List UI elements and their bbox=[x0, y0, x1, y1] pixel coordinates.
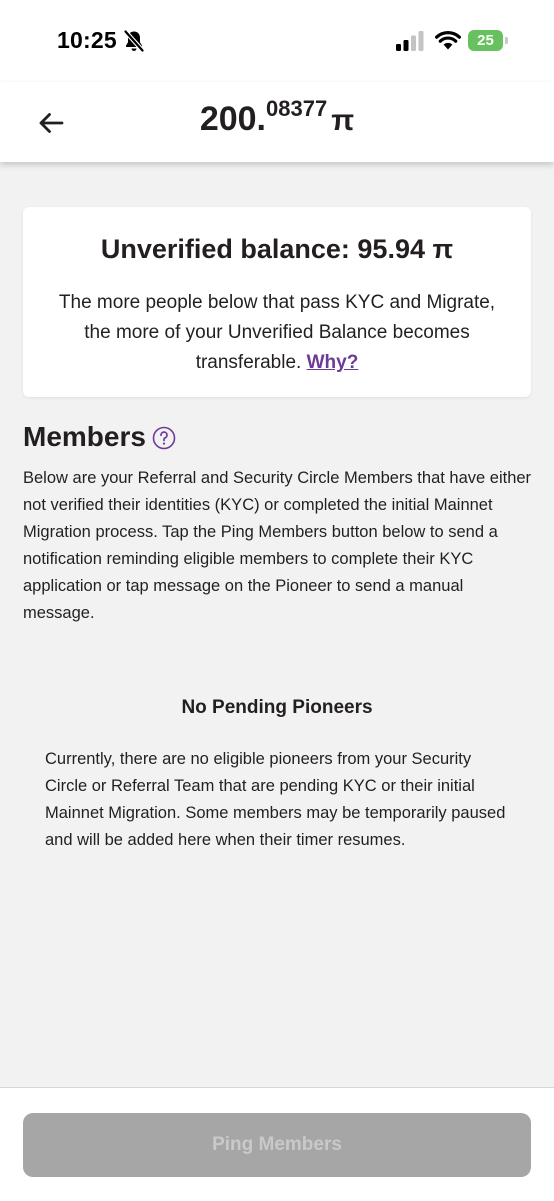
ping-members-button[interactable]: Ping Members bbox=[23, 1113, 531, 1177]
unverified-balance-title: Unverified balance: 95.94 π bbox=[100, 234, 454, 264]
unverified-balance-text bbox=[53, 288, 501, 378]
members-heading: Members bbox=[23, 421, 146, 452]
empty-state-title: No Pending Pioneers bbox=[181, 697, 373, 718]
members-description: Below are your Referral and Security Circle Members that have either not verified their identities (KYC) or completed the initial Mainnet Migration process. Tap the Ping Members button below to send a notification reminding eligible members to complete their KYC application or tap message on the Pioneer to send a manual message. bbox=[23, 469, 532, 622]
balance-decimals: 08377 bbox=[266, 96, 328, 121]
battery-charging-icon bbox=[468, 30, 508, 51]
app-header bbox=[0, 82, 554, 162]
bell-slash-icon bbox=[123, 29, 145, 53]
cellular-signal-icon bbox=[395, 30, 425, 52]
status-bar bbox=[0, 0, 554, 82]
why-link[interactable]: Why? bbox=[306, 352, 359, 373]
balance-integer: 200. bbox=[199, 100, 267, 138]
balance-title bbox=[0, 96, 554, 139]
wifi-icon bbox=[434, 29, 462, 51]
status-time: 10:25 bbox=[57, 27, 117, 53]
unverified-balance-card bbox=[23, 207, 531, 397]
unverified-balance-description: The more people below that pass KYC and Migrate, the more of your Unverified Balance becomes transferable. bbox=[58, 292, 496, 373]
pi-symbol: π bbox=[331, 104, 355, 137]
battery-tip bbox=[505, 37, 508, 44]
empty-state-description: Currently, there are no eligible pioneers from your Security Circle or Referral Team that are pending KYC or their initial Mainnet Migration. Some members may be temporarily paused and will be added here when their timer resumes. bbox=[45, 750, 506, 849]
footer-bar bbox=[0, 1087, 554, 1201]
question-circle-icon[interactable] bbox=[152, 426, 176, 450]
battery-level: 25 bbox=[468, 30, 503, 51]
